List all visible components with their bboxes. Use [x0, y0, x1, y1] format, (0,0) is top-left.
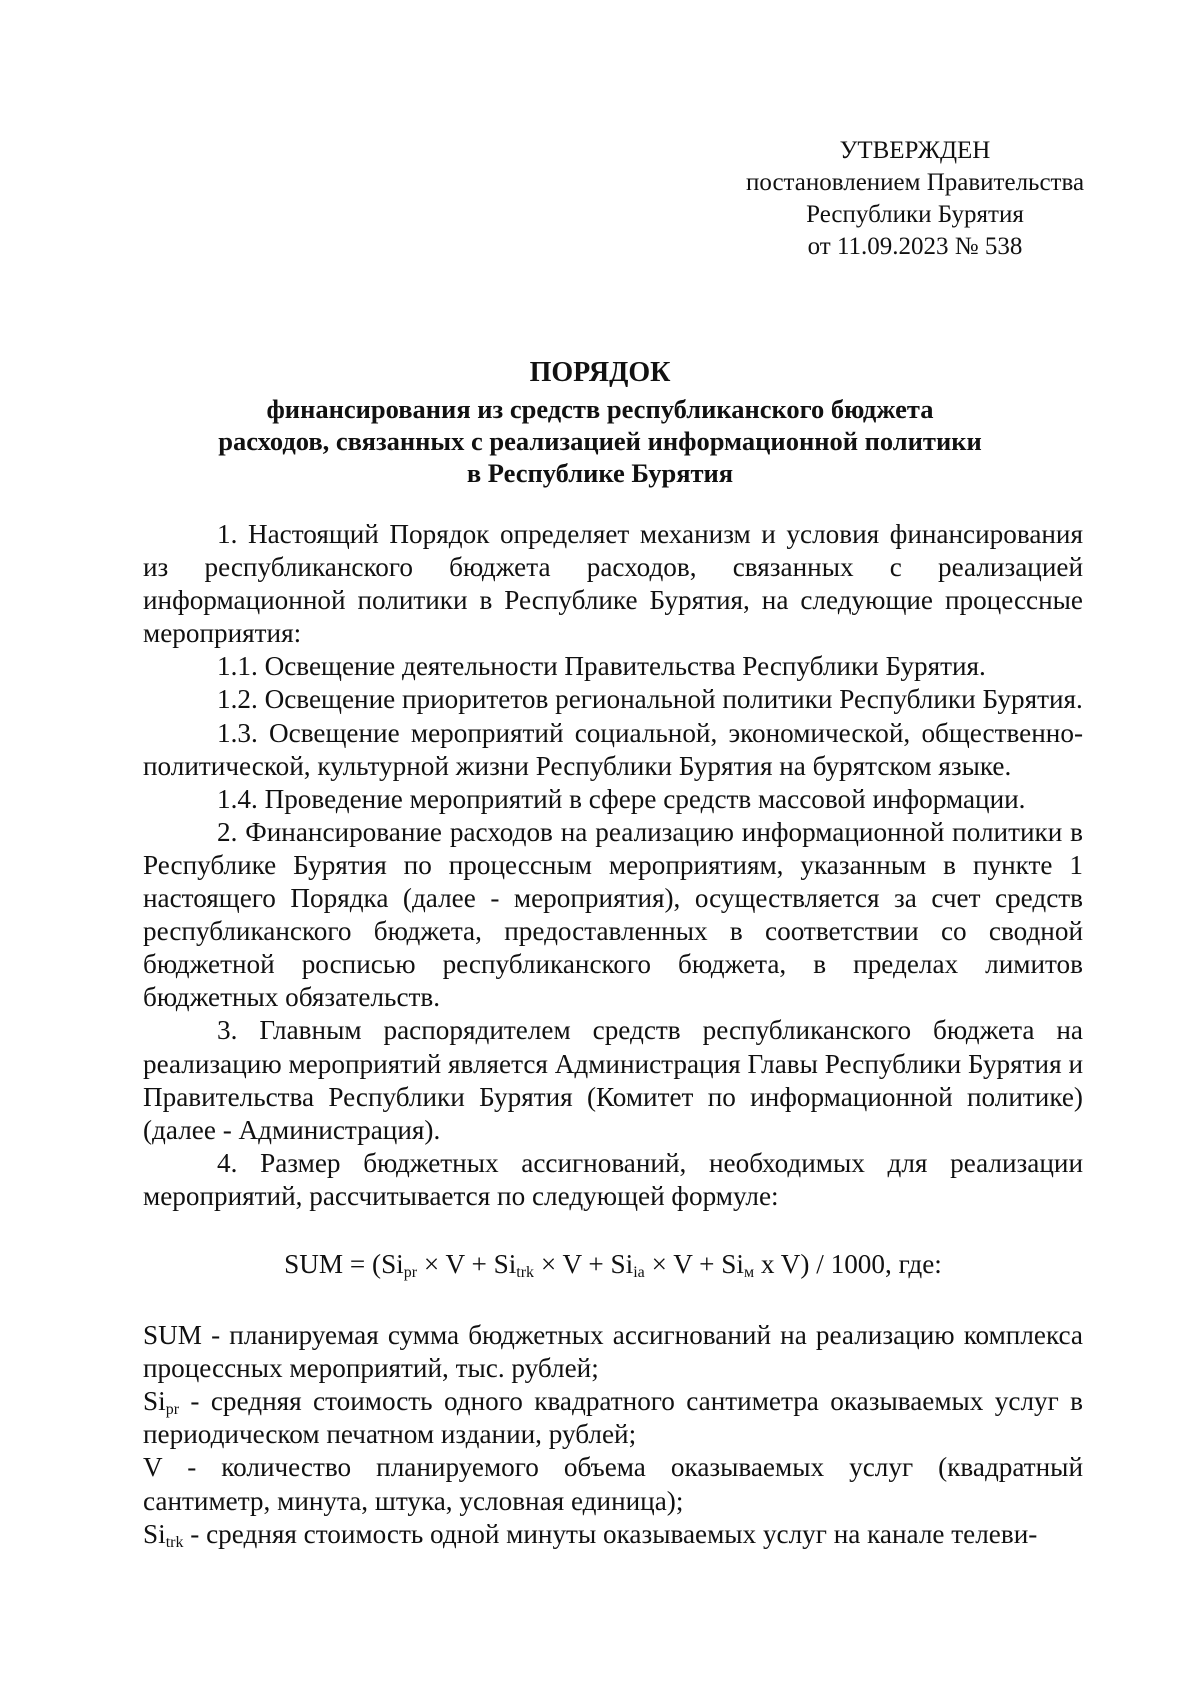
definition-sipr-text: - средняя стоимость одного квадратного сантиметра оказываемых услуг в периодическом печатном издании, рублей;	[143, 1386, 1083, 1450]
paragraph-1-3: 1.3. Освещение мероприятий социальной, экономической, общественно-политической, культурной жизни Республики Бурятия на бурятском языке.	[143, 717, 1083, 781]
definition-sitrk-symbol: Si	[143, 1518, 166, 1549]
definition-sipr	[143, 1385, 1083, 1451]
title-line-2: финансирования из средств республиканского бюджета	[266, 394, 934, 424]
paragraph-1-4: 1.4. Проведение мероприятий в сфере средств массовой информации.	[217, 783, 1026, 814]
approval-line-decree: постановлением Правительства	[745, 169, 1085, 196]
definition-sitrk-subscript: trk	[165, 1533, 184, 1551]
document-title	[0, 357, 1200, 489]
title-main: ПОРЯДОК	[529, 357, 671, 388]
definition-sipr-symbol: Si	[143, 1386, 166, 1417]
formula-sub-m: м	[743, 1263, 755, 1281]
definition-sipr-subscript: pr	[165, 1401, 180, 1419]
formula-sub-pr: pr	[403, 1263, 418, 1281]
formula-part-4: × V + Si	[644, 1248, 744, 1279]
document-body	[143, 518, 1083, 1551]
paragraph-1-1: 1.1. Освещение деятельности Правительства Республики Бурятия.	[217, 651, 986, 682]
definition-sum: SUM - планируемая сумма бюджетных ассигнований на реализацию комплекса процессных мероприятий, тыс. рублей;	[143, 1320, 1083, 1384]
approval-line-date-number: от 11.09.2023 № 538	[807, 233, 1023, 260]
formula-sub-trk: trk	[516, 1263, 535, 1281]
budget-formula	[143, 1248, 1083, 1281]
paragraph-3: 3. Главным распорядителем средств республиканского бюджета на реализацию мероприятий является Администрация Главы Республики Бурятия и Правительства Республики Бурятия (Комитет по информационной политике) (далее - Администрация).	[143, 1015, 1083, 1145]
paragraph-2: 2. Финансирование расходов на реализацию информационной политики в Республике Бурятия по процессным мероприятиям, указанным в пункте 1 настоящего Порядка (далее - мероприятия), осуществляется за счет средств республиканского бюджета, предоставленных в соответствии со сводной бюджетной росписью республиканского бюджета, в пределах лимитов бюджетных обязательств.	[143, 816, 1083, 1013]
formula-part-5: x V) / 1000, где:	[754, 1248, 942, 1279]
approval-line-approved: УТВЕРЖДЕН	[839, 137, 991, 164]
formula-part-2: × V + Si	[417, 1248, 517, 1279]
paragraph-1: 1. Настоящий Порядок определяет механизм и условия финансирования из республиканского бюджета расходов, связанных с реализацией информационной политики в Республике Бурятия, на следующие процессные мероприятия:	[143, 519, 1083, 649]
formula-sub-ia: ia	[633, 1263, 645, 1281]
definition-sitrk	[143, 1518, 1083, 1551]
paragraph-4: 4. Размер бюджетных ассигнований, необходимых для реализации мероприятий, рассчитывается по следующей формуле:	[143, 1147, 1083, 1211]
paragraph-1-2: 1.2. Освещение приоритетов региональной политики Республики Бурятия.	[217, 684, 1083, 715]
title-line-3: расходов, связанных с реализацией информационной политики	[218, 426, 982, 456]
formula-part-1: SUM = (Si	[284, 1248, 404, 1279]
definition-v: V - количество планируемого объема оказываемых услуг (квадратный сантиметр, минута, штука, условная единица);	[143, 1452, 1083, 1516]
definition-sitrk-text: - средняя стоимость одной минуты оказываемых услуг на канале телеви-	[183, 1518, 1038, 1549]
approval-line-republic: Республики Бурятия	[806, 201, 1024, 228]
approval-stamp	[735, 135, 1095, 263]
formula-part-3: × V + Si	[534, 1248, 634, 1279]
title-line-4: в Республике Бурятия	[466, 458, 734, 488]
